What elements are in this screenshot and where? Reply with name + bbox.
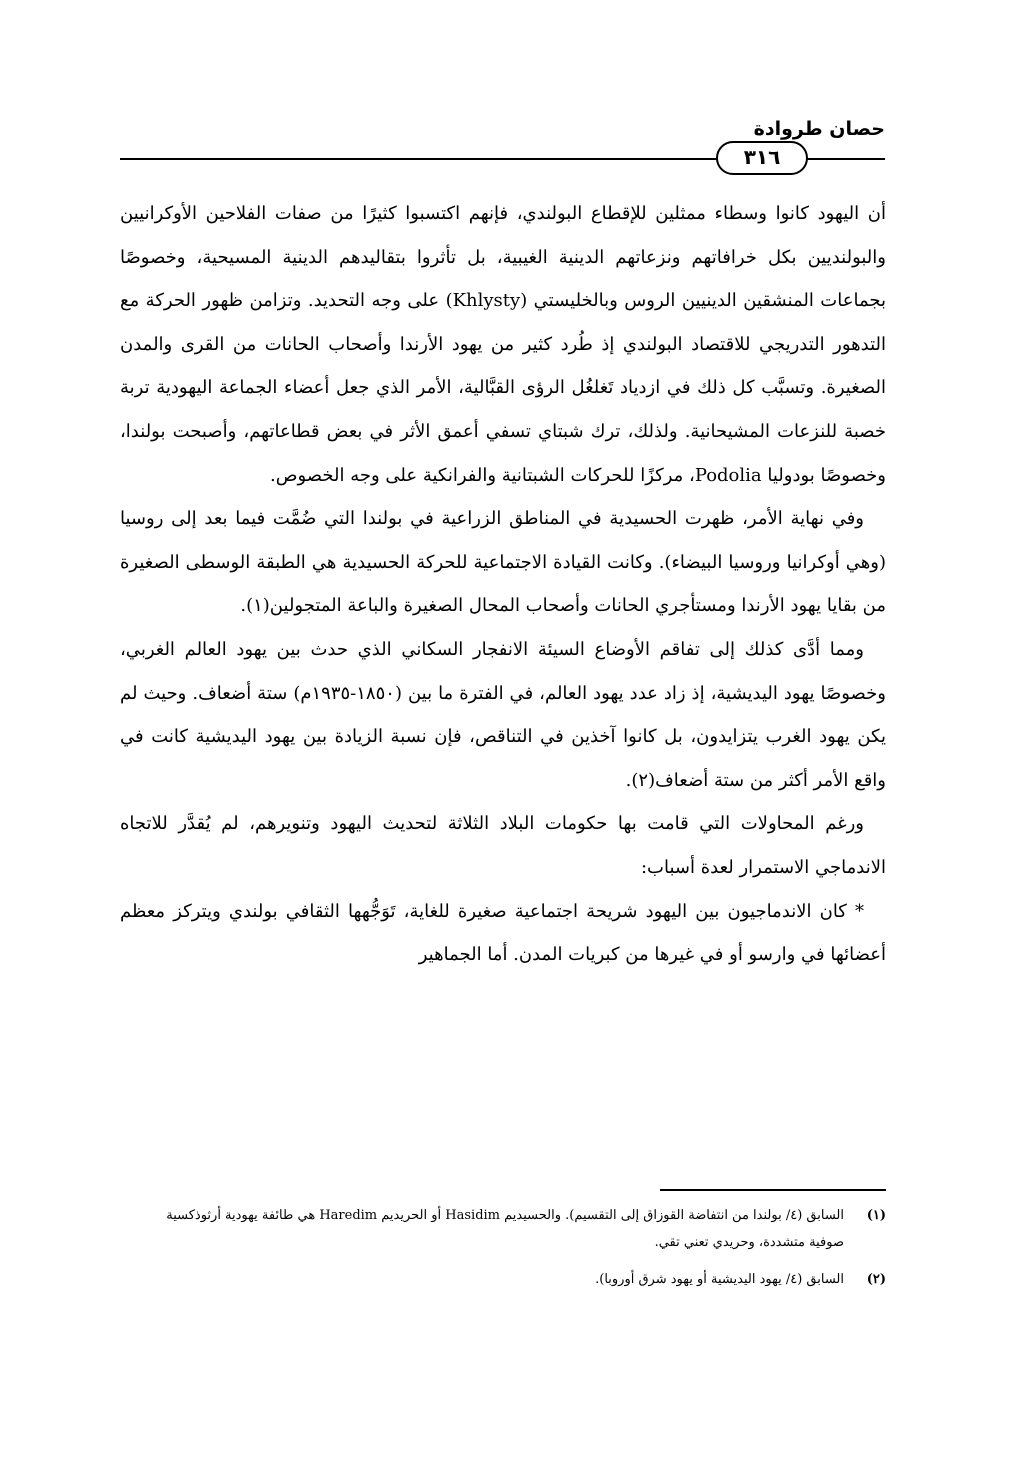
footnote-2 bbox=[140, 1266, 886, 1293]
main-text-block bbox=[120, 192, 886, 977]
paragraph-1: أن اليهود كانوا وسطاء ممثلين للإقطاع البولندي، فإنهم اكتسبوا كثيرًا من صفات الفلاحين الأوكرانيين والبولنديين بكل خرافاتهم ونزعاتهم الدينية الغيبية، بل تأثروا بتقاليدهم الدينية المسيحية، وخصوصًا بجماعات المنشقين الدينيين الروس وبالخليستي (Khlysty) على وجه التحديد. وتزامن ظهور الحركة مع التدهور التدريجي للاقتصاد البولندي إذ طُرد كثير من يهود الأرندا وأصحاب الحانات من القرى والمدن الصغيرة. وتسبَّب كل ذلك في ازدياد تَغلغُل الرؤى القبَّالية، الأمر الذي جعل أعضاء الجماعة اليهودية تربة خصبة للنزعات المشيحانية. ولذلك، ترك شبتاي تسفي أعمق الأثر في بعض قطاعاتهم، وأصبحت بولندا، وخصوصًا بودوليا Podolia، مركزًا للحركات الشبتانية والفرانكية على وجه الخصوص. bbox=[120, 203, 886, 486]
page-number-badge: ٣١٦ bbox=[716, 141, 808, 175]
paragraph-5-bullet: * كان الاندماجيون بين اليهود شريحة اجتماعية صغيرة للغاية، تَوَجُّهها الثقافي بولندي ويتركز معظم أعضائها في وارسو أو في غيرها من كبريات المدن. أما الجماهير bbox=[120, 900, 886, 966]
footnotes-section bbox=[140, 1202, 886, 1303]
footnote-1-number: (١) bbox=[866, 1208, 886, 1223]
paragraph-4: ورغم المحاولات التي قامت بها حكومات البلاد الثلاثة لتحديث اليهود وتنويرهم، لم يُقدَّر للاتجاه الاندماجي الاستمرار لعدة أسباب: bbox=[120, 813, 886, 878]
running-header-title: حصان طروادة bbox=[753, 118, 885, 140]
footnote-2-text: السابق (٤/ يهود اليديشية أو يهود شرق أوروبا). bbox=[595, 1272, 844, 1287]
paragraph-3: ومما أدَّى كذلك إلى تفاقم الأوضاع السيئة الانفجار السكاني الذي حدث بين يهود العالم الغربي، وخصوصًا يهود اليديشية، إذ زاد عدد يهود العالم، في الفترة ما بين (١٨٥٠-١٩٣٥م) ستة أضعاف. وحيث لم يكن يهود الغرب يتزايدون، بل كانوا آخذين في التناقص، فإن نسبة الزيادة بين يهود اليديشية كانت في واقع الأمر أكثر من ستة أضعاف(٢). bbox=[120, 638, 886, 791]
paragraph-2: وفي نهاية الأمر، ظهرت الحسيدية في المناطق الزراعية في بولندا التي ضُمَّت فيما بعد إلى روسيا (وهي أوكرانيا وروسيا البيضاء). وكانت القيادة الاجتماعية للحركة الحسيدية هي الطبقة الوسطى الصغيرة من بقايا يهود الأرندا ومستأجري الحانات وأصحاب المحال الصغيرة والباعة المتجولين(١). bbox=[120, 508, 886, 617]
footnote-2-number: (٢) bbox=[866, 1272, 886, 1287]
footnote-divider bbox=[660, 1189, 886, 1191]
footnote-1 bbox=[140, 1202, 886, 1256]
footnote-1-text: السابق (٤/ بولندا من انتفاضة القوزاق إلى التقسيم). والحسيديم Hasidim أو الحريديم Haredim هي طائفة يهودية أرثوذكسية صوفية متشددة، وحريدي تعني تقي. bbox=[166, 1208, 844, 1250]
